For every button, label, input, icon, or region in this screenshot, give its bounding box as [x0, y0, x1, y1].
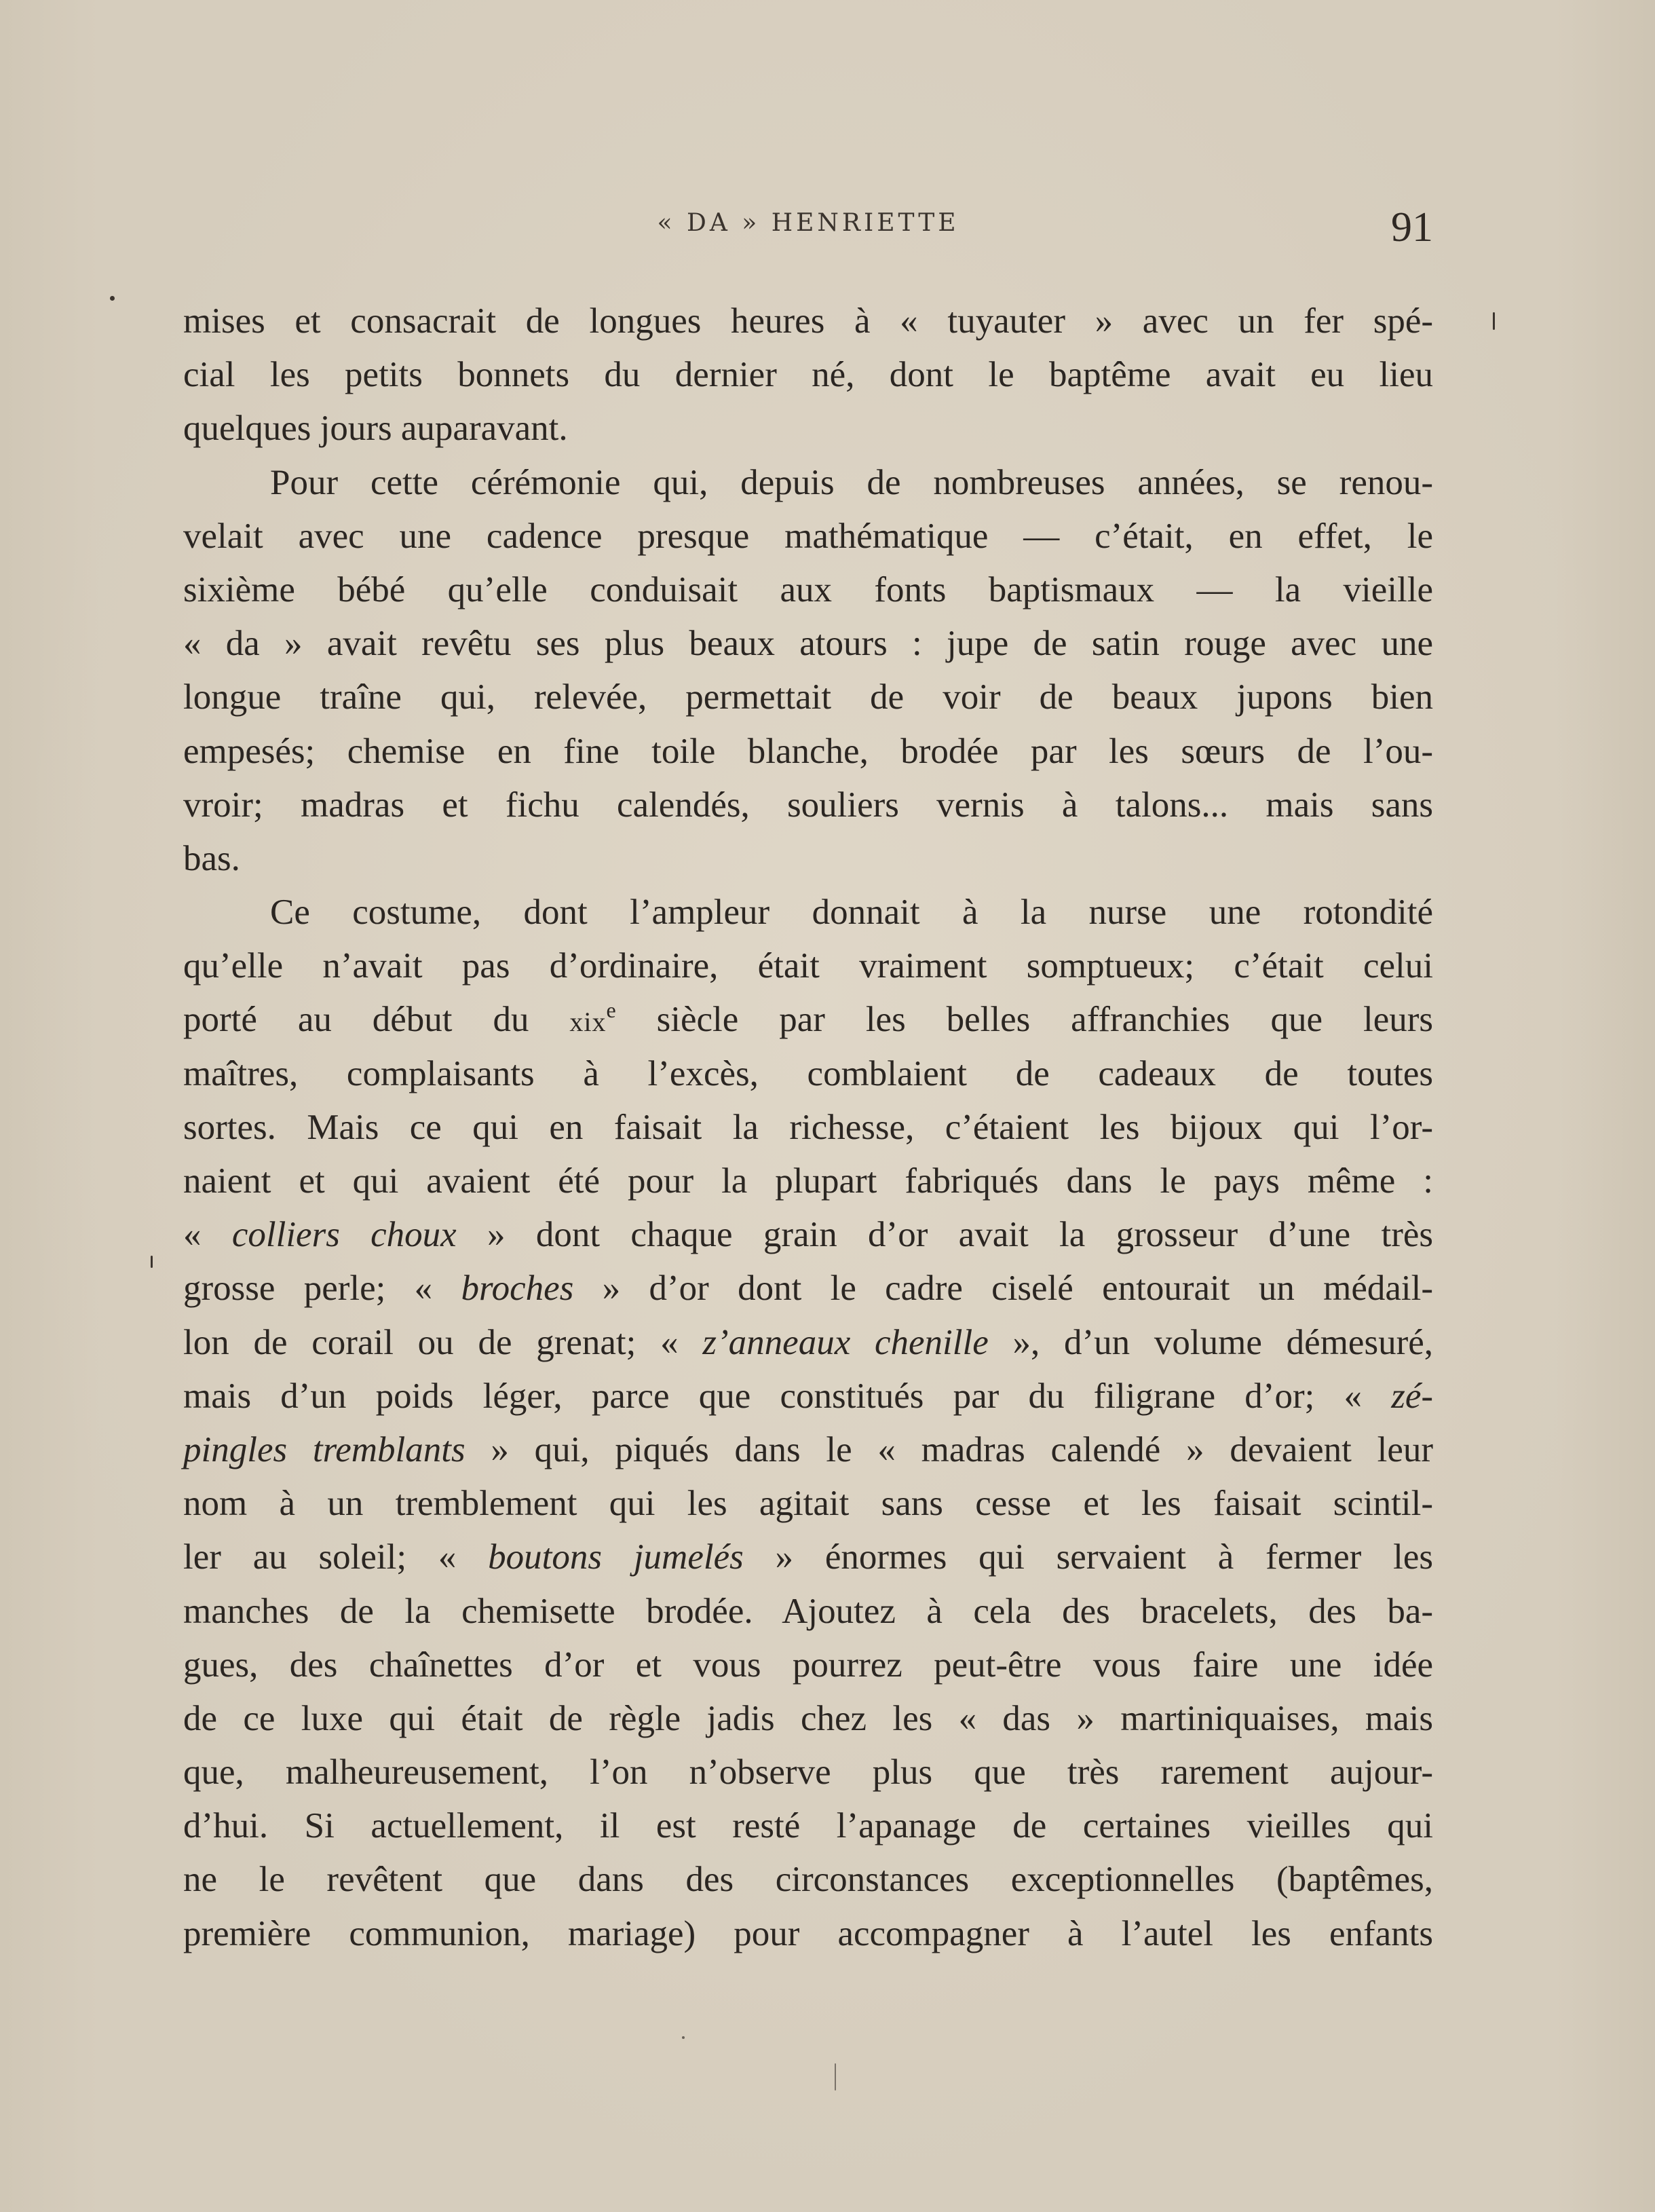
text-segment: lon de corail ou de grenat; « — [183, 1322, 703, 1362]
paper-speck — [110, 296, 115, 301]
text-line — [183, 1316, 1433, 1370]
text-italic: colliers choux — [231, 1215, 457, 1255]
text-line: naient et qui avaient été pour la plupart fabriqués dans le pays même : — [183, 1161, 1433, 1201]
text-line: sortes. Mais ce qui en faisait la richesse, c’étaient les bijoux qui l’or- — [183, 1107, 1433, 1147]
text-line: nom à un tremblement qui les agitait sans cesse et les faisait scintil- — [183, 1484, 1433, 1524]
text-segment: » énormes qui servaient à fermer les — [743, 1537, 1433, 1577]
text-line: de ce luxe qui était de règle jadis chez les « das » martiniquaises, mais — [183, 1698, 1433, 1738]
text-line: bas. — [183, 838, 240, 878]
text-line: velait avec une cadence presque mathématique — c’était, en effet, le — [183, 516, 1433, 556]
page-number: 91 — [1391, 204, 1433, 250]
paper-speck — [835, 2063, 836, 2091]
text-line — [183, 993, 1433, 1047]
paper-speck — [1493, 312, 1495, 330]
text-line — [183, 1531, 1433, 1584]
text-line: Pour cette cérémonie qui, depuis de nombreuses années, se renou- — [270, 462, 1433, 502]
text-segment: siècle par les belles affranchies que leurs — [615, 1000, 1434, 1040]
running-head — [183, 204, 1433, 251]
body-text — [183, 295, 1433, 1961]
text-italic: z’anneaux chenille — [702, 1322, 989, 1362]
text-segment: » dont chaque grain d’or avait la grosseur d’une très — [456, 1215, 1434, 1255]
text-segment: mais d’un poids léger, parce que constitués par du filigrane d’or; « — [183, 1376, 1392, 1416]
text-segment: « — [183, 1215, 232, 1255]
text-italic: pingles tremblants — [183, 1429, 465, 1469]
text-segment: » qui, piqués dans le « madras calendé » devaient leur — [465, 1429, 1433, 1469]
text-line — [183, 1423, 1433, 1477]
text-italic: zé- — [1391, 1376, 1433, 1416]
text-line: d’hui. Si actuellement, il est resté l’apanage de certaines vieilles qui — [183, 1806, 1433, 1846]
text-segment: ler au soleil; « — [183, 1537, 489, 1577]
text-line: qu’elle n’avait pas d’ordinaire, était vraiment somptueux; c’était celui — [183, 946, 1433, 986]
text-line: Ce costume, dont l’ampleur donnait à la nurse une rotondité — [270, 893, 1433, 933]
text-italic: boutons jumelés — [488, 1537, 744, 1577]
text-line: cial les petits bonnets du dernier né, dont le baptême avait eu lieu — [183, 355, 1433, 395]
text-segment: grosse perle; « — [183, 1269, 461, 1309]
text-line: gues, des chaînettes d’or et vous pourrez peut-être vous faire une idée — [183, 1645, 1433, 1685]
text-line — [183, 1262, 1433, 1315]
text-line: que, malheureusement, l’on n’observe plus que très rarement aujour- — [183, 1752, 1433, 1793]
text-segment-smallcaps: xix — [569, 1007, 607, 1038]
text-line: sixième bébé qu’elle conduisait aux fonts baptismaux — la vieille — [183, 569, 1433, 610]
text-line: première communion, mariage) pour accompagner à l’autel les enfants — [183, 1913, 1433, 1953]
text-superscript: e — [606, 998, 616, 1023]
text-line: longue traîne qui, relevée, permettait de voir de beaux jupons bien — [183, 677, 1433, 717]
text-line: maîtres, complaisants à l’excès, comblaient de cadeaux de toutes — [183, 1053, 1433, 1093]
text-segment: » d’or dont le cadre ciselé entourait un médail- — [573, 1269, 1433, 1309]
text-italic: broches — [461, 1269, 574, 1309]
text-line: manches de la chemisette brodée. Ajoutez à cela des bracelets, des ba- — [183, 1591, 1433, 1631]
paper-speck — [682, 2036, 685, 2039]
text-line — [183, 1370, 1433, 1423]
text-segment: », d’un volume démesuré, — [988, 1322, 1433, 1362]
text-line: quelques jours auparavant. — [183, 409, 568, 449]
text-line: « da » avait revêtu ses plus beaux atours : jupe de satin rouge avec une — [183, 624, 1433, 664]
text-line: ne le revêtent que dans des circonstances exceptionnelles (baptêmes, — [183, 1860, 1433, 1900]
running-title: « DA » HENRIETTE — [657, 209, 959, 237]
text-segment: porté au début du — [183, 1000, 570, 1040]
text-line — [183, 1208, 1433, 1262]
text-line: empesés; chemise en fine toile blanche, brodée par les sœurs de l’ou- — [183, 731, 1433, 771]
text-line: mises et consacrait de longues heures à « tuyauter » avec un fer spé- — [183, 301, 1433, 341]
paper-speck — [151, 1256, 153, 1268]
text-line: vroir; madras et fichu calendés, souliers vernis à talons... mais sans — [183, 785, 1433, 825]
